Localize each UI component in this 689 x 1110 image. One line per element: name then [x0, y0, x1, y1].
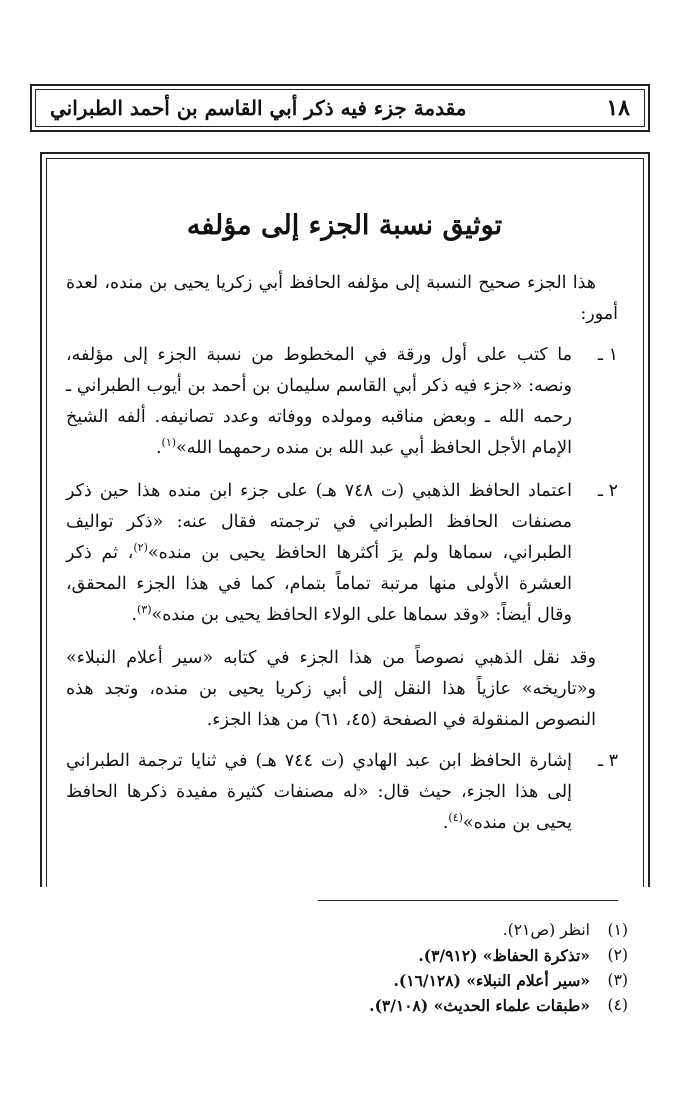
footnote-marker: (٤) — [448, 811, 463, 825]
footnote-divider — [318, 900, 618, 901]
footnote-marker: (١) — [161, 436, 177, 450]
page-header-inner — [35, 89, 645, 127]
footnote-2 — [60, 943, 628, 968]
footnote-number: (١) — [607, 921, 628, 939]
item-2-continuation: وقد نقل الذهبي نصوصاً من هذا الجزء في كتابه «سير أعلام النبلاء» و«تاريخه» عازياً هذا النقل إلى أبي زكريا يحيى بن منده، وتجد هذه النصوص المنقولة في الصفحة (٤٥، ٦١) من هذا الجزء. — [66, 648, 596, 730]
footnote-3 — [60, 968, 628, 993]
footnote-marker: (٢) — [133, 541, 148, 555]
footnote-number: (٤) — [607, 996, 628, 1014]
list-item-2 — [66, 476, 618, 631]
item-tail: . — [131, 605, 138, 625]
section-title: توثيق نسبة الجزء إلى مؤلفه — [186, 210, 503, 241]
page-header — [30, 84, 650, 132]
item-tail: . — [155, 438, 162, 458]
running-title: مقدمة جزء فيه ذكر أبي القاسم بن أحمد الطبراني — [50, 96, 467, 120]
list-item-1 — [66, 340, 618, 464]
item-tail: . — [442, 813, 449, 833]
footnote-text: «طبقات علماء الحديث» (٣/١٠٨). — [369, 996, 590, 1015]
footnote-1 — [60, 918, 628, 943]
item-text: ما كتب على أول ورقة في المخطوط من نسبة الجزء إلى مؤلفه، ونصه: «جزء فيه ذكر أبي القاسم سليمان بن أحمد بن أيوب الطبراني ـ رحمه الله ـ وبعض مناقبه ومولده ووفاته وعدد تصانيفه. ألفه الشيخ الإمام الأجل الحافظ أبي عبد الله بن منده رحمهما الله» — [66, 345, 572, 458]
item-text-continued: ، ثم ذكر العشرة الأولى منها مرتبة تماماً بتمام، كما في هذا الجزء المحقق، وقال أيضاً: «وقد سماها على الولاء الحافظ يحيى بن منده» — [66, 543, 572, 625]
footnote-number: (٣) — [607, 971, 628, 989]
item-text: إشارة الحافظ ابن عبد الهادي (ت ٧٤٤ هـ) في ثنايا ترجمة الطبراني إلى هذا الجزء، حيث قال: «له مصنفات كثيرة مفيدة ذكرها الحافظ يحيى بن منده» — [66, 751, 572, 833]
list-item-3 — [66, 746, 618, 839]
footnote-number: (٢) — [607, 946, 628, 964]
footnote-text: «تذكرة الحفاظ» (٣/٩١٢). — [418, 946, 590, 965]
item-number: ٢ ـ — [597, 481, 618, 501]
footnote-text: انظر (ص٢١). — [502, 921, 590, 939]
main-text — [66, 268, 618, 851]
footnote-marker: (٣) — [137, 603, 152, 617]
footnotes — [60, 918, 628, 1018]
footnote-text: «سير أعلام النبلاء» (١٦/١٢٨). — [393, 971, 590, 990]
item-number: ٣ ـ — [597, 751, 618, 771]
footnote-4 — [60, 993, 628, 1018]
intro-paragraph: هذا الجزء صحيح النسبة إلى مؤلفه الحافظ أبي زكريا يحيى بن منده، لعدة أمور: — [66, 273, 618, 324]
item-text: اعتماد الحافظ الذهبي (ت ٧٤٨ هـ) على جزء ابن منده هذا حين ذكر مصنفات الحافظ الطبراني في ترجمته فقال عنه: «ذكر تواليف الطبراني، سماها ولم يرَ أكثرها الحافظ يحيى بن منده» — [66, 481, 573, 563]
page-number: ١٨ — [606, 95, 630, 121]
item-number: ١ ـ — [597, 345, 618, 365]
